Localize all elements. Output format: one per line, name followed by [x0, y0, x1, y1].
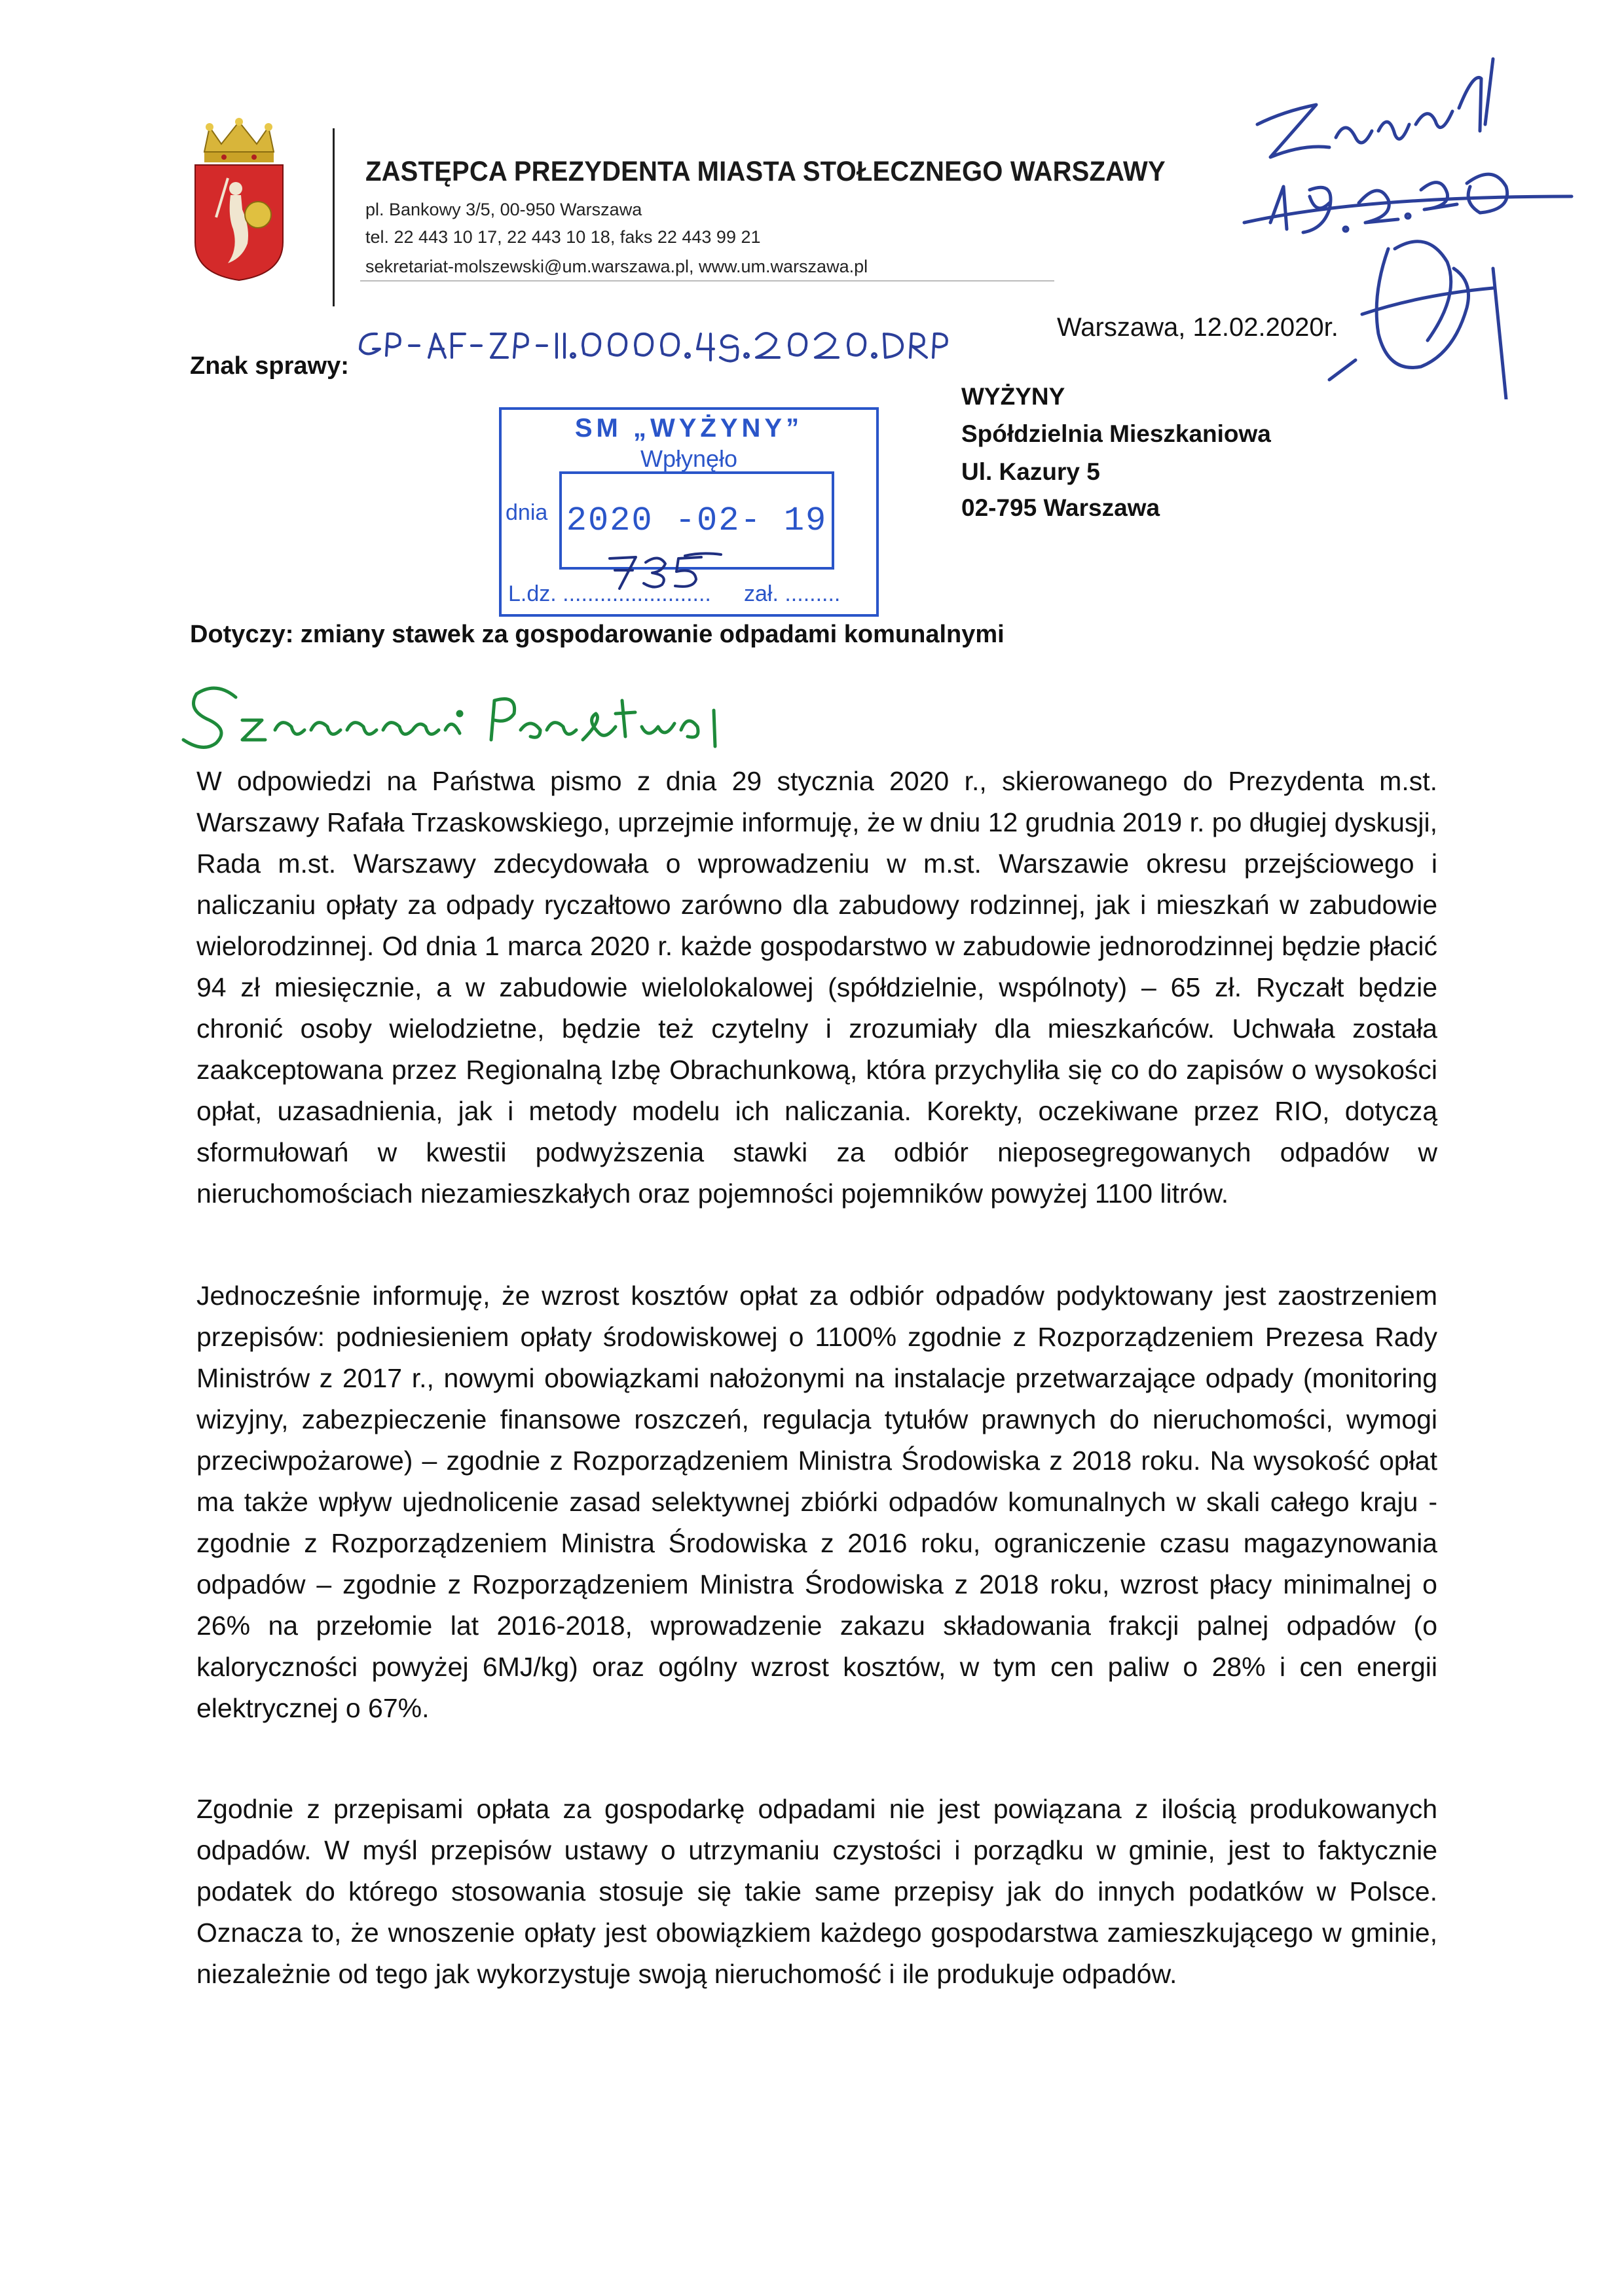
- stamp-register-number: [597, 551, 728, 590]
- stamp-register-label: L.dz. ........................: [508, 581, 711, 606]
- office-contact: sekretariat-molszewski@um.warszawa.pl, www.um.warszawa.pl: [365, 257, 868, 276]
- warsaw-coat-of-arms-logo: [190, 118, 288, 282]
- received-stamp: [499, 407, 879, 617]
- body-paragraph-1: W odpowiedzi na Państwa pismo z dnia 29 stycznia 2020 r., skierowanego do Prezydenta m.st. Warszawy Rafała Trzaskowskiego, uprzejmie informuję, że w dniu 12 grudnia 2019 r. po długiej dyskusji, Rada m.st. Warszawy zdecydowała o wprowadzeniu w m.st. Warszawie okresu przejściowego i naliczaniu opłaty za odpady ryczałtowo zarówno dla zabudowy rodzinnej, jak i mieszkań w zabudowie wielorodzinnej. Od dnia 1 marca 2020 r. każde gospodarstwo w zabudowie jednorodzinnej będzie płacić 94 zł miesięcznie, a w zabudowie wielolokalowej (spółdzielnie, wspólnoty) – 65 zł. Ryczałt będzie chronić osoby wielodzietne, będzie też czytelny i zrozumiały dla mieszkańców. Uchwała została zaakceptowana przez Regionalną Izbę Obrachunkową, która przychyliła się co do zapisów o wysokości opłat, uzasadnienia, jak i metody modelu ich naliczania. Korekty, oczekiwane przez RIO, dotyczą sformułowań w kwestii podwyższenia stawki za odbiór nieposegregowanych odpadów w nieruchomościach niezamieszkałych oraz pojemności pojemników powyżej 1100 litrów.: [196, 766, 1437, 1209]
- letter-subject: Dotyczy: zmiany stawek za gospodarowanie odpadami komunalnymi: [190, 621, 1005, 648]
- header-divider: [333, 128, 335, 306]
- addressee-street: Ul. Kazury 5: [961, 458, 1100, 485]
- handwritten-salutation: [177, 674, 753, 759]
- letter-date: Warszawa, 12.02.2020r.: [1057, 313, 1338, 342]
- stamp-received-label: Wpłynęło: [640, 445, 738, 472]
- stamp-date: 2020 -02- 19: [566, 501, 828, 540]
- addressee-name: WYŻYNY: [961, 383, 1065, 410]
- stamp-day-label: dnia: [506, 500, 548, 525]
- handwritten-case-number: [354, 319, 956, 365]
- body-paragraph-3: Zgodnie z przepisami opłata za gospodarkę odpadami nie jest powiązana z ilością produkowanych odpadów. W myśl przepisów ustawy o utrzymaniu czystości i porządku w gminie, jest to faktycznie podatek do którego stosowania stosuje się takie same przepisy jak do innych podatków w Polsce. Oznacza to, że wnoszenie opłaty jest obowiązkiem każdego gospodarstwa zamieszkującego w gminie, niezależnie od tego jak wykorzystuje swoją nieruchomość i ile produkuje odpadów.: [196, 1794, 1437, 1989]
- addressee-org: Spółdzielnia Mieszkaniowa: [961, 420, 1271, 447]
- stamp-cooperative-name: SM „WYŻYNY”: [574, 414, 803, 443]
- stamp-attachments-label: zał. .........: [744, 581, 841, 606]
- office-phone: tel. 22 443 10 17, 22 443 10 18, faks 22 443 99 21: [365, 227, 761, 247]
- office-title: ZASTĘPCA PREZYDENTA MIASTA STOŁECZNEGO WARSZAWY: [365, 156, 1166, 187]
- case-reference-label: Znak sprawy:: [190, 352, 349, 380]
- handwritten-annotation: [1231, 33, 1585, 399]
- body-paragraph-2: Jednocześnie informuję, że wzrost kosztów opłat za odbiór odpadów podyktowany jest zaostrzeniem przepisów: podniesieniem opłaty środowiskowej o 1100% zgodnie z Rozporządzeniem Prezesa Rady Ministrów z 2017 r., nowymi obowiązkami nałożonymi na instalacje przetwarzające odpady (monitoring wizyjny, zabezpieczenie finansowe roszczeń, regulacja tytułów prawnych do nieruchomości, wymogi przeciwpożarowe) – zgodnie z Rozporządzeniem Ministra Środowiska z 2018 roku. Na wysokość opłat ma także wpływ ujednolicenie zasad selektywnej zbiórki odpadów komunalnych w skali całego kraju - zgodnie z Rozporządzeniem Ministra Środowiska z 2016 roku, ograniczenie czasu magazynowania odpadów – zgodnie z Rozporządzeniem Ministra Środowiska z 2018 roku, wzrost płacy minimalnej o 26% na przełomie lat 2016-2018, wprowadzenie zakazu składowania frakcji palnej odpadów (o kaloryczności powyżej 6MJ/kg) oraz ogólny wzrost kosztów, w tym cen paliw o 28% i cen energii elektrycznej o 67%.: [196, 1281, 1437, 1723]
- office-address: pl. Bankowy 3/5, 00-950 Warszawa: [365, 200, 642, 219]
- header-underline: [360, 280, 1054, 282]
- addressee-city: 02-795 Warszawa: [961, 494, 1160, 521]
